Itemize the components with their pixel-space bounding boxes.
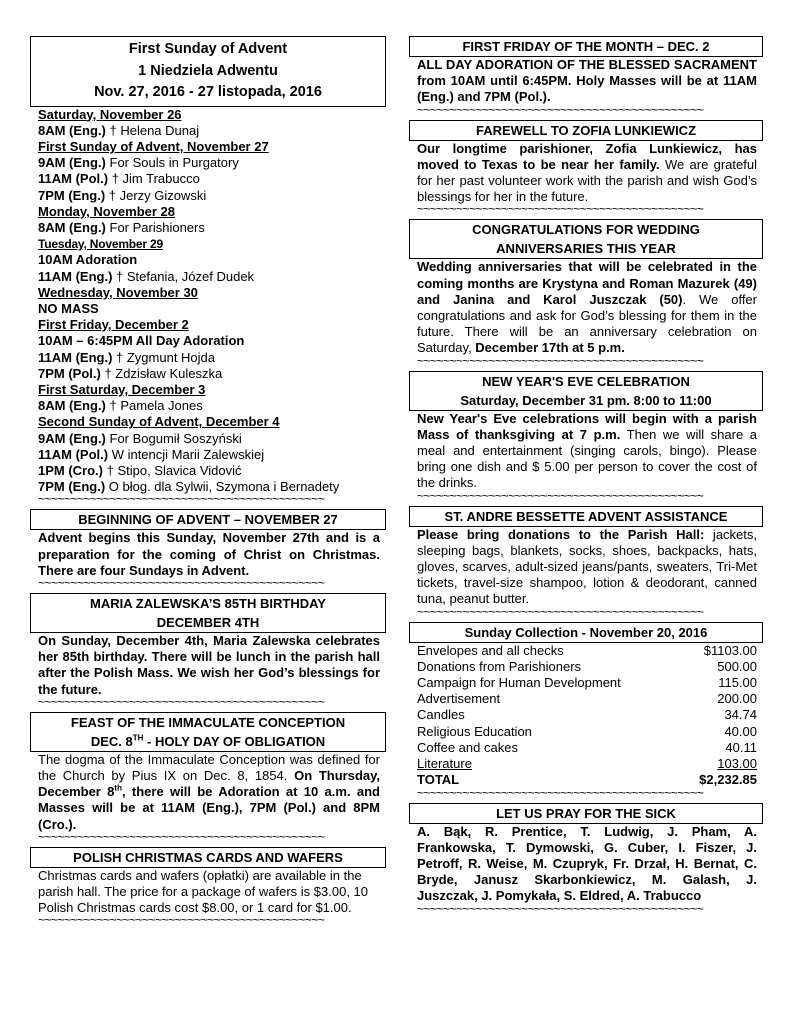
collection-row: [409, 659, 763, 675]
collection-amount: 500.00: [717, 658, 757, 674]
wedding-text: [409, 259, 763, 356]
sick-heading: LET US PRAY FOR THE SICK: [496, 805, 676, 821]
mass-intention: † Jerzy Gizowski: [105, 187, 207, 203]
schedule-mass-row: [38, 479, 386, 495]
title-line-2: 1 Niedziela Adwentu: [138, 62, 278, 79]
farewell-heading: FAREWELL TO ZOFIA LUNKIEWICZ: [475, 122, 697, 138]
newyear-text-plain: Then we will share a meal and entertainment (singing carols, bingo). Please bring one dish and $ 5.00 per person to cover the cost of the drinks.: [417, 426, 757, 491]
title-line-1: First Sunday of Advent: [128, 41, 288, 57]
wedding-heading-box: [409, 219, 763, 259]
mass-time: 7PM (Eng.): [38, 479, 106, 495]
advent-text: Advent begins this Sunday, November 27th and is a preparation for the coming of Christ on Christmas. There are four Sundays in Advent.: [38, 530, 380, 578]
mass-intention: † Zygmunt Hojda: [112, 349, 216, 365]
bessette-text-plain: jackets, sleeping bags, blankets, socks, shoes, backpacks, hats, gloves, scarves, adult-sized jeans/pants, sweaters, Tri-Met tickets, travel-size shampoo, lotion & deodorant, canned tuna, peanut butter.: [417, 526, 758, 607]
separator: ~~~~~~~~~~~~~~~~~~~~~~~~~~~~~~~~~~~~~~~~~~~~: [38, 832, 325, 843]
right-column: [409, 36, 763, 915]
schedule-day-heading: [38, 414, 386, 430]
collection-row: [409, 740, 763, 756]
collection-label: Coffee and cakes: [417, 739, 518, 755]
schedule-mass-row: [38, 252, 386, 268]
wedding-heading-1: CONGRATULATIONS FOR WEDDING: [472, 222, 700, 238]
collection-table: [409, 643, 763, 789]
mass-time: 7PM (Eng.): [38, 187, 106, 203]
collection-row: [409, 724, 763, 740]
schedule-day-label: Wednesday, November 30: [38, 284, 198, 300]
bessette-heading: ST. ANDRE BESSETTE ADVENT ASSISTANCE: [444, 508, 728, 524]
collection-amount: 115.00: [718, 675, 757, 691]
schedule-mass-row: [38, 301, 386, 317]
mass-intention: W intencji Marii Zalewskiej: [108, 446, 265, 462]
schedule-mass-row: [38, 269, 386, 285]
collection-row: [409, 756, 763, 772]
collection-amount: 40.00: [724, 723, 757, 739]
schedule-mass-row: [38, 350, 386, 366]
separator: ~~~~~~~~~~~~~~~~~~~~~~~~~~~~~~~~~~~~~~~~~~~~: [417, 904, 704, 915]
immaculate-heading-2: [35, 732, 381, 751]
cards-heading: POLISH CHRISTMAS CARDS AND WAFERS: [73, 849, 343, 865]
mass-time: 8AM (Eng.): [38, 398, 106, 414]
birthday-heading-1: MARIA ZALEWSKA’S 85TH BIRTHDAY: [90, 595, 326, 611]
mass-time: 9AM (Eng.): [38, 430, 106, 446]
schedule-mass-row: [38, 220, 386, 236]
newyear-heading-2: Saturday, December 31 pm. 8:00 to 11:00: [460, 392, 712, 408]
advent-heading-box: [30, 509, 386, 530]
schedule-mass-row: [38, 366, 386, 382]
mass-time: 1PM (Cro.): [38, 462, 103, 478]
collection-heading-box: [409, 622, 763, 643]
immaculate-heading-1: FEAST OF THE IMMACULATE CONCEPTION: [70, 714, 346, 730]
wedding-text-plain: . We offer congratulations and ask for God’s blessing for them in the future. There will be an anniversary celebration on Saturday,: [417, 291, 757, 356]
cards-text: Christmas cards and wafers (opłatki) are available in the parish hall. The price for a package of wafers is $3.00, 10 Polish Christmas cards cost $8.00, or 1 card for $1.00.: [38, 867, 369, 916]
schedule-mass-row: [38, 398, 386, 414]
schedule-day-label: Saturday, November 26: [38, 106, 182, 122]
collection-label: Candles: [417, 707, 465, 723]
immaculate-heading-date: DEC. 8: [90, 733, 133, 749]
immaculate-bold-a: On Thursday, December 8: [38, 768, 380, 800]
schedule-mass-row: [38, 431, 386, 447]
collection-amount: $1103.00: [703, 642, 757, 658]
newyear-text: [409, 411, 763, 492]
collection-heading: Sunday Collection - November 20, 2016: [464, 624, 708, 640]
collection-amount: 34.74: [724, 707, 757, 723]
collection-row: [409, 707, 763, 723]
mass-schedule: [30, 107, 386, 496]
mass-intention: For Bogumił Soszyński: [105, 430, 242, 446]
mass-intention: † Stefania, Józef Dudek: [112, 268, 255, 284]
wedding-text-bold-2: December 17th at 5 p.m.: [475, 340, 625, 356]
cards-heading-box: [30, 847, 386, 868]
mass-intention: † Pamela Jones: [105, 398, 203, 414]
left-column: [30, 36, 386, 926]
bessette-heading-box: [409, 506, 763, 527]
mass-time: 11AM (Eng.): [38, 349, 113, 365]
collection-label: Religious Education: [417, 723, 532, 739]
mass-time: 11AM (Pol.): [38, 446, 109, 462]
immaculate-text-plain: The dogma of the Immaculate Conception was defined for the Church by Pius IX on Dec. 8, 1854.: [38, 751, 380, 783]
first-friday-text: ALL DAY ADORATION OF THE BLESSED SACRAMENT from 10AM until 6:45PM. Holy Masses will be at 11AM (Eng.) and 7PM (Pol.).: [417, 57, 757, 105]
first-friday-heading: FIRST FRIDAY OF THE MONTH – DEC. 2: [462, 39, 710, 54]
separator: ~~~~~~~~~~~~~~~~~~~~~~~~~~~~~~~~~~~~~~~~~~~~: [417, 607, 704, 618]
immaculate-heading-rest: - HOLY DAY OF OBLIGATION: [143, 733, 326, 749]
collection-row: [409, 691, 763, 707]
schedule-mass-row: [38, 171, 386, 187]
newyear-heading-1: NEW YEAR'S EVE CELEBRATION: [482, 373, 690, 389]
schedule-day-heading: [38, 107, 386, 123]
collection-total-row: [409, 772, 763, 788]
farewell-heading-box: [409, 120, 763, 141]
mass-time: 7PM (Pol.): [38, 365, 101, 381]
collection-amount: 40.11: [725, 739, 757, 755]
newyear-heading-box: [409, 371, 763, 411]
mass-intention: † Jim Trabucco: [108, 171, 200, 187]
schedule-mass-row: [38, 188, 386, 204]
schedule-day-heading: [38, 285, 386, 301]
birthday-heading-2: DECEMBER 4TH: [156, 614, 260, 630]
page-title-box: [30, 36, 386, 107]
farewell-text-plain: We are grateful for her past volunteer work with the parish and wish God’s blessings for her in the future.: [417, 156, 757, 205]
immaculate-heading-sup: TH: [132, 733, 144, 743]
first-friday-heading-box: [409, 36, 763, 57]
collection-label: Campaign for Human Development: [417, 675, 621, 691]
schedule-day-heading: [38, 139, 386, 155]
mass-time: NO MASS: [38, 300, 99, 316]
collection-total-label: TOTAL: [417, 772, 460, 788]
schedule-mass-row: [38, 447, 386, 463]
immaculate-heading-box: [30, 712, 386, 752]
immaculate-bold-b: , there will be Adoration at 10 a.m. and Masses will be at 11AM (Eng.), 7PM (Pol.) and 8PM (Cro.).: [38, 784, 380, 832]
mass-time: 8AM (Eng.): [38, 122, 106, 138]
separator: ~~~~~~~~~~~~~~~~~~~~~~~~~~~~~~~~~~~~~~~~~~~~: [417, 491, 704, 502]
schedule-day-heading: [38, 382, 386, 398]
mass-intention: For Souls in Purgatory: [105, 155, 239, 171]
mass-time: 10AM – 6:45PM All Day Adoration: [38, 333, 245, 349]
advent-heading: BEGINNING OF ADVENT – NOVEMBER 27: [78, 512, 338, 528]
collection-row: [409, 675, 763, 691]
wedding-text-bold: Wedding anniversaries that will be celebrated in the coming months are Krystyna and Roman Mazurek (49) and Janina and Karol Juszczak (50): [417, 259, 757, 307]
collection-amount: 200.00: [717, 691, 757, 707]
mass-intention: † Stipo, Slavica Vidović: [103, 462, 242, 478]
immaculate-text: [30, 752, 386, 833]
collection-total-amount: $2,232.85: [699, 772, 757, 788]
mass-time: 9AM (Eng.): [38, 155, 106, 171]
separator: ~~~~~~~~~~~~~~~~~~~~~~~~~~~~~~~~~~~~~~~~~~~~: [38, 578, 325, 589]
separator: ~~~~~~~~~~~~~~~~~~~~~~~~~~~~~~~~~~~~~~~~~~~~: [417, 205, 704, 216]
mass-intention: † Helena Dunaj: [105, 122, 200, 138]
mass-time: 8AM (Eng.): [38, 219, 106, 235]
schedule-day-label: Second Sunday of Advent, December 4: [38, 414, 280, 430]
schedule-mass-row: [38, 333, 386, 349]
birthday-text: On Sunday, December 4th, Maria Zalewska celebrates her 85th birthday. There will be lunch in the parish hall after the Polish Mass. We wish her God’s blessings for the future.: [38, 632, 380, 697]
schedule-day-heading: [38, 236, 386, 252]
collection-label: Envelopes and all checks: [417, 642, 564, 658]
mass-intention: For Parishioners: [105, 219, 205, 235]
separator: ~~~~~~~~~~~~~~~~~~~~~~~~~~~~~~~~~~~~~~~~~~~~: [417, 788, 704, 799]
schedule-day-label: First Saturday, December 3: [38, 381, 206, 397]
mass-time: 11AM (Pol.): [38, 171, 109, 187]
schedule-day-label: Monday, November 28: [38, 203, 176, 219]
separator: ~~~~~~~~~~~~~~~~~~~~~~~~~~~~~~~~~~~~~~~~~~~~: [417, 105, 704, 116]
separator: ~~~~~~~~~~~~~~~~~~~~~~~~~~~~~~~~~~~~~~~~~~~~: [417, 356, 704, 367]
schedule-day-heading: [38, 317, 386, 333]
mass-intention: O błog. dla Sylwii, Szymona i Bernadety: [105, 479, 340, 495]
mass-intention: † Zdzisław Kuleszka: [100, 365, 223, 381]
collection-amount: 103.00: [717, 756, 757, 772]
schedule-mass-row: [38, 123, 386, 139]
schedule-mass-row: [38, 463, 386, 479]
schedule-day-label: First Sunday of Advent, November 27: [38, 138, 269, 154]
mass-time: 10AM Adoration: [38, 252, 138, 268]
separator: ~~~~~~~~~~~~~~~~~~~~~~~~~~~~~~~~~~~~~~~~~~~~: [38, 916, 325, 927]
separator: ~~~~~~~~~~~~~~~~~~~~~~~~~~~~~~~~~~~~~~~~~~~~: [38, 697, 325, 708]
immaculate-bold-sup: th: [114, 783, 122, 793]
schedule-day-label: First Friday, December 2: [38, 317, 189, 333]
bessette-text: [409, 527, 763, 608]
schedule-mass-row: [38, 155, 386, 171]
newyear-text-bold: New Year's Eve celebrations will begin with a parish Mass of thanksgiving at 7 p.m.: [417, 410, 757, 442]
sick-text: A. Bąk, R. Prentice, T. Ludwig, J. Pham, A. Frankowska, T. Dymowski, G. Cuber, I. Fiszer, J. Petroff, R. Weise, M. Czupryk, Fr. Drzał, H. Bernat, C. Bryde, Janusz Skarbonkiewicz, M. Galash, J. Juszczak, J. Pomykała, S. Eldred, A. Trabucco: [417, 823, 757, 904]
schedule-day-heading: [38, 204, 386, 220]
farewell-text: [409, 141, 763, 206]
bessette-text-bold: Please bring donations to the Parish Hall:: [417, 526, 705, 542]
schedule-day-label: Tuesday, November 29: [38, 237, 163, 252]
wedding-heading-2: ANNIVERSARIES THIS YEAR: [496, 241, 676, 257]
title-line-3: Nov. 27, 2016 - 27 listopada, 2016: [94, 84, 322, 100]
birthday-heading-box: [30, 593, 386, 633]
farewell-text-bold: Our longtime parishioner, Zofia Lunkiewicz, has moved to Texas to be near her family.: [417, 140, 757, 172]
collection-label: Literature: [417, 756, 472, 772]
collection-row: [409, 643, 763, 659]
mass-time: 11AM (Eng.): [38, 268, 113, 284]
collection-label: Donations from Parishioners: [417, 658, 582, 674]
sick-heading-box: [409, 803, 763, 824]
separator: ~~~~~~~~~~~~~~~~~~~~~~~~~~~~~~~~~~~~~~~~~~~~: [38, 495, 325, 506]
collection-label: Advertisement: [417, 691, 501, 707]
